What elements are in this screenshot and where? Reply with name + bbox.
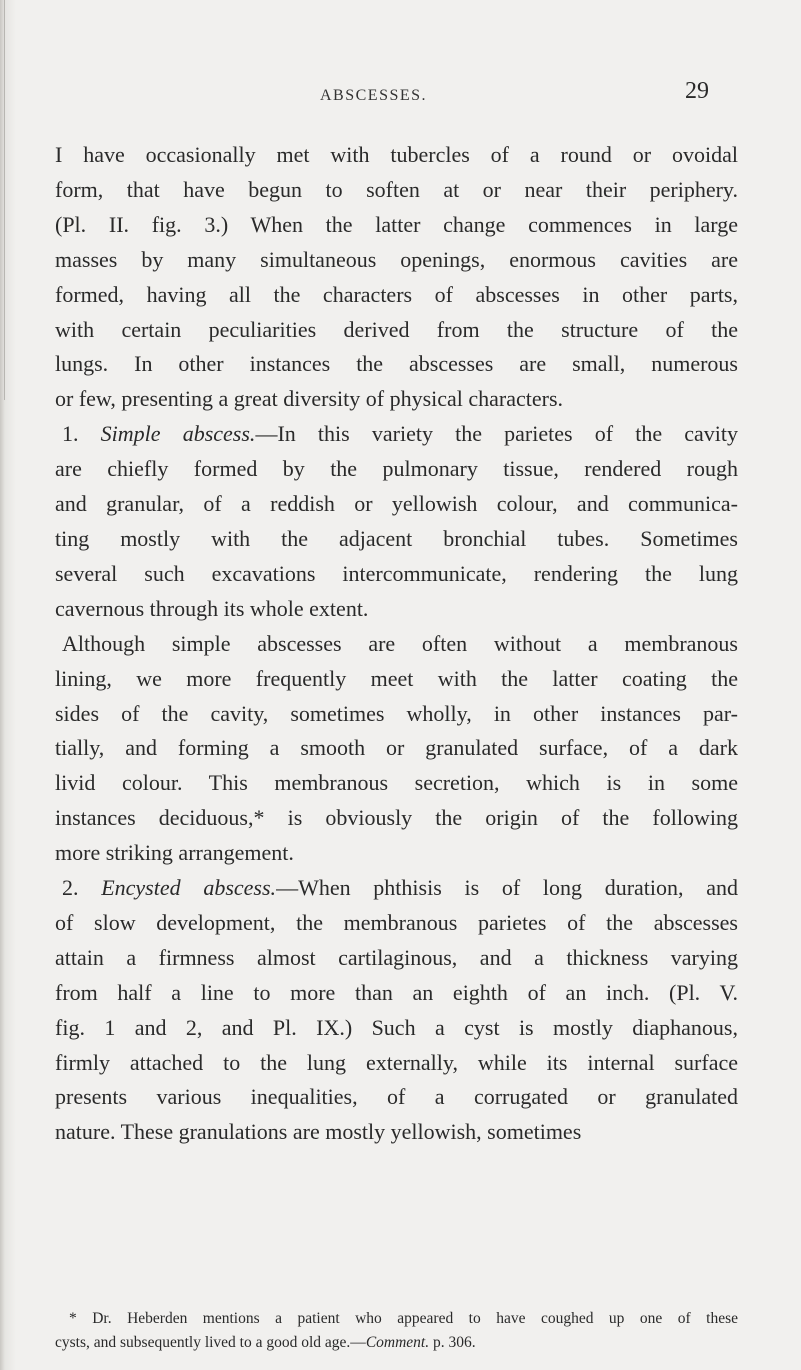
section-title: Encysted abscess. [101,875,277,901]
text-line: attain a firmness almost cartilaginous, and a thickness varying [55,944,738,970]
text-run: —In this variety the parietes of the cavity [255,421,739,447]
section-title: Simple abscess. [100,421,256,447]
binding-shadow [4,0,5,400]
footnote-page: p. 306. [429,1334,476,1351]
text-line: masses by many simultaneous openings, enormous cavities are [55,246,738,272]
text-line: I have occasionally met with tubercles of a round or ovoidal [55,142,738,167]
text-line [55,417,738,452]
text-line: nature. These granulations are mostly yellowish, sometimes [55,1119,582,1145]
page-number: 29 [685,78,709,104]
footnote-citation: Comment. [365,1334,430,1351]
text-line: lining, we more frequently meet with the latter coating the [55,665,738,691]
text-line: tially, and forming a smooth or granulated surface, of a dark [55,735,738,761]
text-line: and granular, of a reddish or yellowish colour, and communica- [55,491,738,517]
text-line: several such excavations intercommunicate, rendering the lung [55,560,738,586]
text-line: with certain peculiarities derived from the structure of the [55,316,738,342]
text-line: (Pl. II. fig. 3.) When the latter change commences in large [55,211,738,237]
text-line: are chiefly formed by the pulmonary tissue, rendered rough [55,456,738,482]
section-number: 1. [62,421,79,447]
page-header [0,78,801,112]
text-line: presents various inequalities, of a corrugated or granulated [55,1084,738,1110]
footnote-line [55,1331,738,1355]
text-line: formed, having all the characters of abscesses in other parts, [55,281,738,307]
section-number: 2. [62,875,79,901]
text-line: Although simple abscesses are often without a membranous [62,630,738,656]
page-edge [0,0,16,1370]
text-line: ting mostly with the adjacent bronchial tubes. Sometimes [55,525,738,551]
body-text [55,138,738,1150]
text-run: —When phthisis is of long duration, and [276,875,739,901]
simple-abscess-paragraph [55,417,738,626]
running-head: ABSCESSES. [320,87,428,104]
text-line: firmly attached to the lung externally, while its internal surface [55,1049,738,1075]
text-line: fig. 1 and 2, and Pl. IX.) Such a cyst is mostly diaphanous, [55,1014,738,1040]
text-line: from half a line to more than an eighth of an inch. (Pl. V. [55,979,738,1005]
text-line: or few, presenting a great diversity of physical characters. [55,386,564,412]
footnote-text: cysts, and subsequently lived to a good old age.— [55,1334,366,1351]
text-line: sides of the cavity, sometimes wholly, in other instances par- [55,700,738,726]
intro-paragraph [55,138,738,417]
text-line: lungs. In other instances the abscesses are small, numerous [55,351,738,377]
text-line: more striking arrangement. [55,840,294,866]
text-line: of slow development, the membranous parietes of the abscesses [55,909,738,935]
footnote-line: * Dr. Heberden mentions a patient who appeared to have coughed up one of these [69,1310,738,1327]
although-paragraph [55,627,738,871]
text-line: livid colour. This membranous secretion, which is in some [55,770,738,796]
footnote [55,1307,738,1355]
text-line: form, that have begun to soften at or near their periphery. [55,176,738,202]
encysted-abscess-paragraph [55,871,738,1150]
text-line: instances deciduous,* is obviously the origin of the following [55,805,738,831]
text-line [55,871,738,906]
text-line: cavernous through its whole extent. [55,595,369,621]
